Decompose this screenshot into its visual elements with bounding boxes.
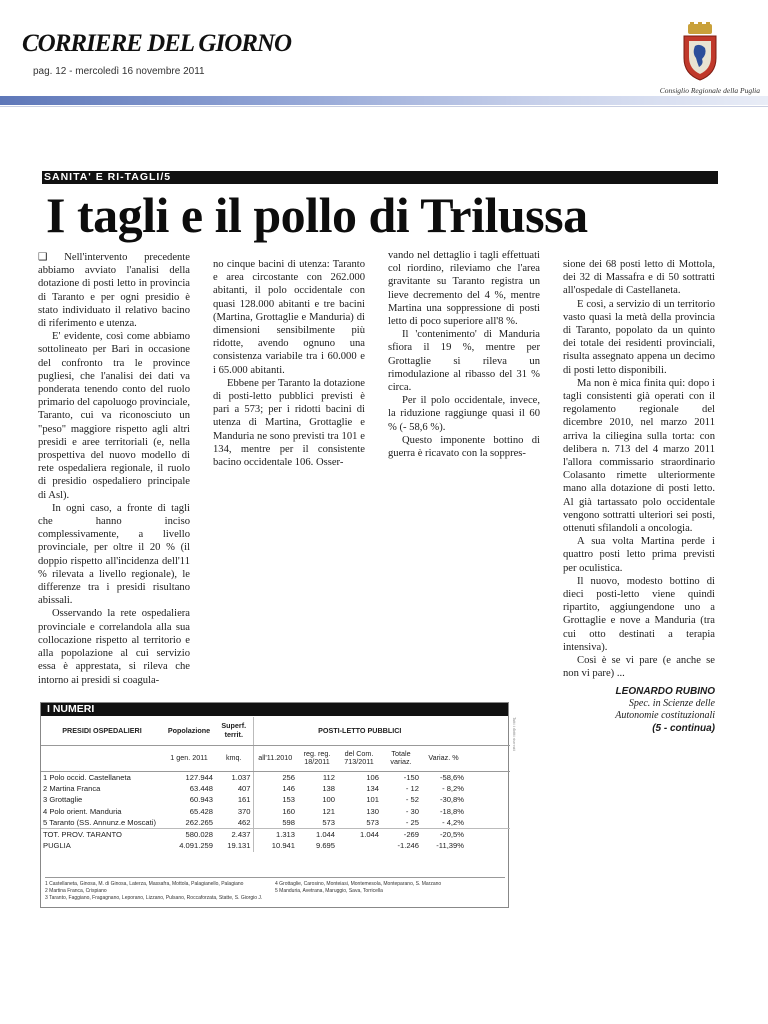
table-cell: 19.131 — [227, 841, 251, 851]
table-cell: 63.448 — [189, 783, 213, 793]
paragraph: sione dei 68 posti letto di Mottola, dei 32 di Massafra e di 50 sottratti all'ospedale di Castellaneta. — [563, 259, 715, 297]
table-row-total — [41, 829, 510, 841]
table-cell: 60.943 — [189, 795, 213, 805]
table-cell: 106 — [366, 772, 379, 782]
table-cell: 1.044 — [297, 829, 337, 841]
table-cell: 127.944 — [185, 772, 213, 782]
table-cell: 3 Grottaglie — [43, 795, 83, 805]
article-column-3 — [388, 249, 540, 460]
paragraph: A sua volta Martina perde i quattro posti letto prima previsti per oculistica. — [563, 536, 715, 574]
table-cell: 2.437 — [215, 829, 253, 841]
table-cell: 256 — [253, 771, 297, 783]
column-header: Superf. territ. — [215, 717, 253, 745]
table-cell: 573 — [322, 818, 335, 827]
table-cell: 370 — [237, 806, 251, 816]
author-name: LEONARDO RUBINO — [615, 685, 715, 697]
table-cell: 130 — [366, 806, 379, 816]
subheader-empty — [41, 745, 163, 771]
table-cell: 112 — [322, 772, 335, 782]
table-cell: 580.028 — [163, 829, 215, 841]
table-cell: 134 — [366, 783, 379, 793]
paragraph: Osservando la rete ospedaliera provinciale e correlandola alla sua collocazione rispetto al territorio e alla popolazione al cui servizio essa è apprestata, si rileva che intorno ai presidi si coagula- — [38, 608, 190, 686]
footnote: 5 Manduria, Avetrana, Maruggio, Sava, Torricella — [275, 888, 383, 894]
table-header-row — [41, 717, 510, 745]
table-cell: 9.695 — [315, 841, 335, 851]
numbers-title: I NUMERI — [47, 703, 95, 715]
table-cell: 146 — [253, 783, 297, 795]
regional-crest-icon — [678, 22, 722, 82]
table-cell: 160 — [253, 806, 297, 818]
paragraph: Ebbene per Taranto la dotazione di posti-letto pubblici previsti è pari a 573; per i ridotti bacini di utenza di Martina, Grottaglie e Manduria ne sono previsti tra 101 e 134, mentre per il consistente bacino occidentale 106. Osser- — [213, 377, 365, 469]
footnote: 4 Grottaglie, Carosino, Monteiasi, Montemesola, Monteparano, S. Marzano — [275, 881, 442, 887]
author-role: Autonomie costituzionali — [615, 709, 715, 721]
paragraph: Ma non è mica finita qui: dopo i tagli consistenti già operati con il regolamento regionale del dicembre 2010, nel marzo 2011 arriva la ciliegina sulla torta: con delibera n. 713 del 4 marzo 2011 l'allora commissario straordinario Colasanto rimette ulteriormente mano alla dotazione di posti letto. Al già tartassato polo occidentale vengono sottratti ulteriori sei posti, ottenuti sfilandoli a oncologia. — [563, 377, 715, 535]
table-row — [41, 783, 510, 795]
rights-credit: Tutti i diritti riservati — [512, 717, 517, 751]
table-footnotes — [45, 877, 505, 901]
table-cell: 4 Polo orient. Manduria — [43, 806, 122, 816]
column-header: Popolazione — [163, 717, 215, 745]
footnotes-left — [45, 881, 270, 902]
table-cell: PUGLIA — [43, 841, 71, 851]
headline: I tagli e il pollo di Trilussa — [46, 187, 588, 243]
subheader: 1 gen. 2011 — [163, 745, 215, 771]
table-cell: 153 — [253, 794, 297, 806]
table-cell: 4.091.259 — [179, 841, 213, 851]
paragraph: Così è se vi pare (e anche se non vi pare) ... — [563, 655, 715, 680]
table-row-region — [41, 840, 510, 852]
table-cell: -150 — [403, 772, 419, 782]
paragraph: E così, a servizio di un territorio vasto quasi la metà della provincia di Taranto, popolato da un quinto dei totale dei residenti provinciali, risulta assegnato appena un decimo di posti letto disponibili. — [563, 298, 715, 376]
table-row — [41, 817, 510, 829]
table-cell: 161 — [237, 795, 251, 805]
table-cell: 573 — [366, 818, 379, 827]
subheader: Variaz. % — [421, 745, 466, 771]
table-cell: 2 Martina Franca — [43, 783, 101, 793]
table-cell: -20,5% — [421, 829, 466, 841]
article-column-1 — [38, 251, 190, 687]
column-header: POSTI-LETTO PUBBLICI — [253, 717, 466, 745]
paragraph: vando nel dettaglio i tagli effettuati col riordino, rileviamo che l'area gravitante su Taranto registra un lieve decremento del 4 %, mentre Martina una soppressione di posti letto di poco superiore all'8 %. — [388, 250, 540, 328]
table-cell: -1.246 — [397, 841, 419, 851]
subheader: kmq. — [215, 745, 253, 771]
table-cell: - 12 — [405, 783, 419, 793]
table-cell: 101 — [366, 795, 379, 805]
table-row — [41, 806, 510, 818]
paragraph: Il nuovo, modesto bottino di dieci posti-letto viene quindi ripartito, aggiungendone uno a Grottaglie e nove a Manduria (tra cui otto destinati a terapia intensiva). — [563, 575, 715, 653]
subheader: reg. reg. 18/2011 — [297, 745, 337, 771]
table-cell: 5 Taranto (SS. Annunz.e Moscati) — [43, 818, 156, 827]
table-cell: - 8,2% — [442, 783, 465, 793]
table-cell: 1.044 — [337, 829, 381, 841]
article-column-2 — [213, 258, 365, 469]
author-role: Spec. in Scienze delle — [628, 697, 715, 709]
table-cell: - 52 — [405, 795, 419, 805]
table-cell: 598 — [253, 817, 297, 829]
header-rule — [0, 96, 768, 105]
paragraph: no cinque bacini di utenza: Taranto e area circostante con 262.000 abitanti, il polo occidentale con quasi 128.000 abitanti e tre bacini (Martina, Grottaglie e Manduria) di dimensioni sensibilmente più ridotte, avendo ognuno una consistenza variabile tra i 60.000 e i 65.000 abitanti. — [213, 259, 365, 376]
table-cell: 100 — [322, 795, 335, 805]
table-cell: -18,8% — [439, 806, 465, 816]
table-cell: -30,8% — [439, 795, 465, 805]
column-header-empty — [466, 717, 510, 745]
paragraph: In ogni caso, a fronte di tagli che hanno inciso complessivamente, a livello provinciale, per oltre il 20 % (il doppio rispetto all'incidenza dell'11 % rilevata a livello regionale), le differenze tra i presidi risultano abissali. — [38, 502, 190, 607]
beds-table — [41, 717, 510, 852]
table-cell: - 30 — [405, 806, 419, 816]
masthead: CORRIERE DEL GIORNO — [22, 30, 292, 57]
subheader: all'11.2010 — [253, 745, 297, 771]
table-cell: 1.037 — [231, 772, 251, 782]
table-row — [41, 794, 510, 806]
table-row — [41, 771, 510, 783]
footnote: 2 Martina Franca, Crispiano — [45, 888, 107, 894]
table-cell: 138 — [322, 783, 335, 793]
table-subheader-row — [41, 745, 510, 771]
table-cell: 121 — [322, 806, 335, 816]
paragraph: E' evidente, così come abbiamo sottolineato per Bari in occasione del confronto tra le province pugliesi, che l'analisi dei dati va ponderata tenendo conto del ruolo primario del capoluogo provinciale, Taranto, cui va riconosciuto un "peso" maggiore rispetto agli altri presidi e aree territoriali (e, nella prospettiva del nuovo modello di rete ospedaliera regionale, il ruolo di presidio ospedaliero principale di Asl). — [38, 331, 190, 501]
table-cell: TOT. PROV. TARANTO — [41, 829, 163, 841]
subheader: Totale variaz. — [381, 745, 421, 771]
table-cell: 10.941 — [253, 840, 297, 852]
table-cell: - 25 — [405, 818, 419, 827]
paragraph: ❑ Nell'intervento precedente abbiamo avviato l'analisi della dotazione di posti letto in provincia di Taranto e per ogni presidio è stato individuato il relativo bacino di riferimento e utenza. — [38, 252, 190, 330]
subheader: del Com. 713/2011 — [337, 745, 381, 771]
header-rule-thin — [0, 106, 768, 107]
table-cell: -11,39% — [436, 841, 465, 851]
paragraph: Per il polo occidentale, invece, la riduzione raggiunge quasi il 60 % (- 58,6 %). — [388, 395, 540, 433]
column-header: PRESIDI OSPEDALIERI — [41, 717, 163, 745]
table-cell: - 4,2% — [442, 818, 465, 827]
numbers-title-bar — [41, 703, 508, 716]
council-caption: Consiglio Regionale della Puglia — [659, 86, 760, 95]
rubric-label: SANITA' E RI-TAGLI/5 — [44, 171, 172, 183]
numbers-box — [40, 702, 517, 908]
series-continued: (5 - continua) — [652, 722, 715, 734]
table-cell: 1.313 — [253, 829, 297, 841]
footnotes-right — [275, 881, 505, 895]
paragraph: Il 'contenimento' di Manduria sfiora il 19 %, mentre per Grottaglie si rileva un rimodulazione al ribasso del 31 % circa. — [388, 329, 540, 394]
table-cell: 1 Polo occid. Castellaneta — [43, 772, 131, 782]
table-cell: -269 — [381, 829, 421, 841]
table-cell: 407 — [237, 783, 251, 793]
table-cell: -58,6% — [439, 772, 465, 782]
footnote: 3 Taranto, Faggiano, Fragagnano, Leporano, Lizzano, Pulsano, Roccaforzata, Statte, S. Giorgio J. — [45, 895, 263, 901]
paragraph: Questo imponente bottino di guerra è ricavato con la soppres- — [388, 434, 540, 460]
table-cell: 65.428 — [189, 806, 213, 816]
footnote: 1 Castellaneta, Ginosa, M. di Ginosa, Laterza, Massafra, Mottola, Palagianello, Palagiano — [45, 881, 244, 887]
table-cell: 462 — [237, 818, 251, 827]
table-cell — [337, 840, 381, 852]
page-info: pag. 12 - mercoledì 16 novembre 2011 — [33, 66, 205, 77]
table-cell: 262.265 — [185, 818, 213, 827]
subheader-empty — [466, 745, 510, 771]
article-column-4 — [563, 258, 715, 735]
